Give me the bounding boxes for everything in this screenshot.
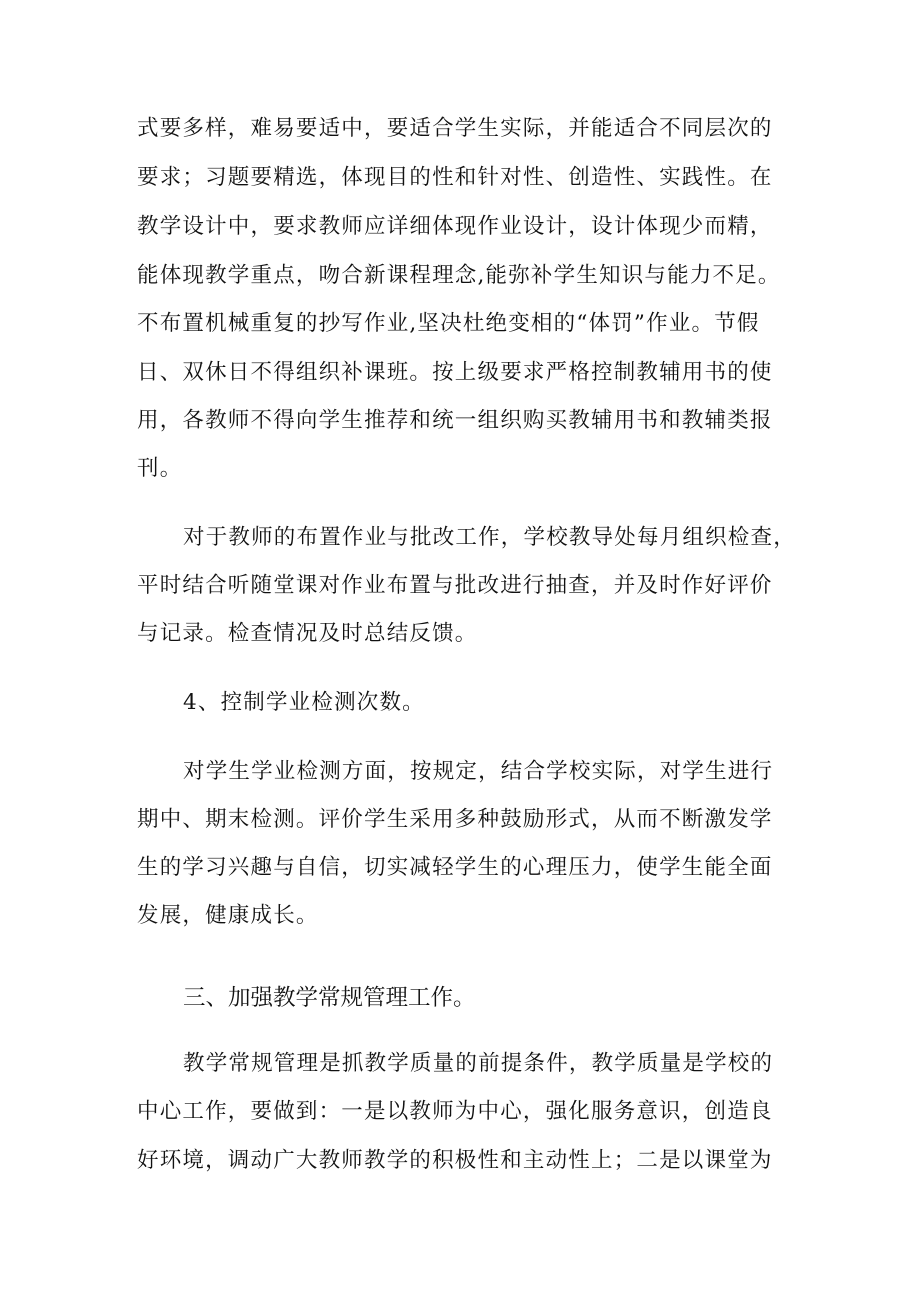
paragraph-line: 期中、期末检测。评价学生采用多种鼓励形式，从而不断激发学 xyxy=(137,807,773,832)
paragraph-line: 中心工作，要做到：一是以教师为中心，强化服务意识，创造良 xyxy=(137,1099,773,1124)
paragraph-line: 能体现教学重点，吻合新课程理念,能弥补学生知识与能力不足。 xyxy=(137,263,781,288)
paragraph-line: 不布置机械重复的抄写作业,坚决杜绝变相的“体罚”作业。节假 xyxy=(137,311,760,336)
paragraph-line: 发展，健康成长。 xyxy=(137,903,319,928)
paragraph-line: 教学常规管理是抓教学质量的前提条件，教学质量是学校的 xyxy=(183,1051,774,1076)
list-item-heading: 4、控制学业检测次数。 xyxy=(183,690,425,715)
paragraph-line: 平时结合听随堂课对作业布置与批改进行抽查，并及时作好评价 xyxy=(137,573,773,598)
paragraph-line: 与记录。检查情况及时总结反馈。 xyxy=(137,621,478,646)
paragraph-line: 对学生学业检测方面，按规定，结合学校实际，对学生进行 xyxy=(183,759,774,784)
paragraph-line: 对于教师的布置作业与批改工作，学校教导处每月组织检查， xyxy=(183,525,796,550)
paragraph-line: 生的学习兴趣与自信，切实减轻学生的心理压力，使学生能全面 xyxy=(137,855,773,880)
paragraph-line: 刊。 xyxy=(137,456,183,481)
paragraph-line: 教学设计中，要求教师应详细体现作业设计，设计体现少而精， xyxy=(137,214,773,239)
section-heading: 三、加强教学常规管理工作。 xyxy=(183,985,476,1011)
paragraph-line: 好环境，调动广大教师教学的积极性和主动性上；二是以课堂为 xyxy=(137,1148,773,1173)
paragraph-line: 要求；习题要精选，体现目的性和针对性、创造性、实践性。在 xyxy=(137,165,773,190)
paragraph-line: 日、双休日不得组织补课班。按上级要求严格控制教辅用书的使 xyxy=(137,360,773,385)
paragraph-line: 用，各教师不得向学生推荐和统一组织购买教辅用书和教辅类报 xyxy=(137,408,773,433)
paragraph-line: 式要多样，难易要适中，要适合学生实际，并能适合不同层次的 xyxy=(137,116,773,141)
